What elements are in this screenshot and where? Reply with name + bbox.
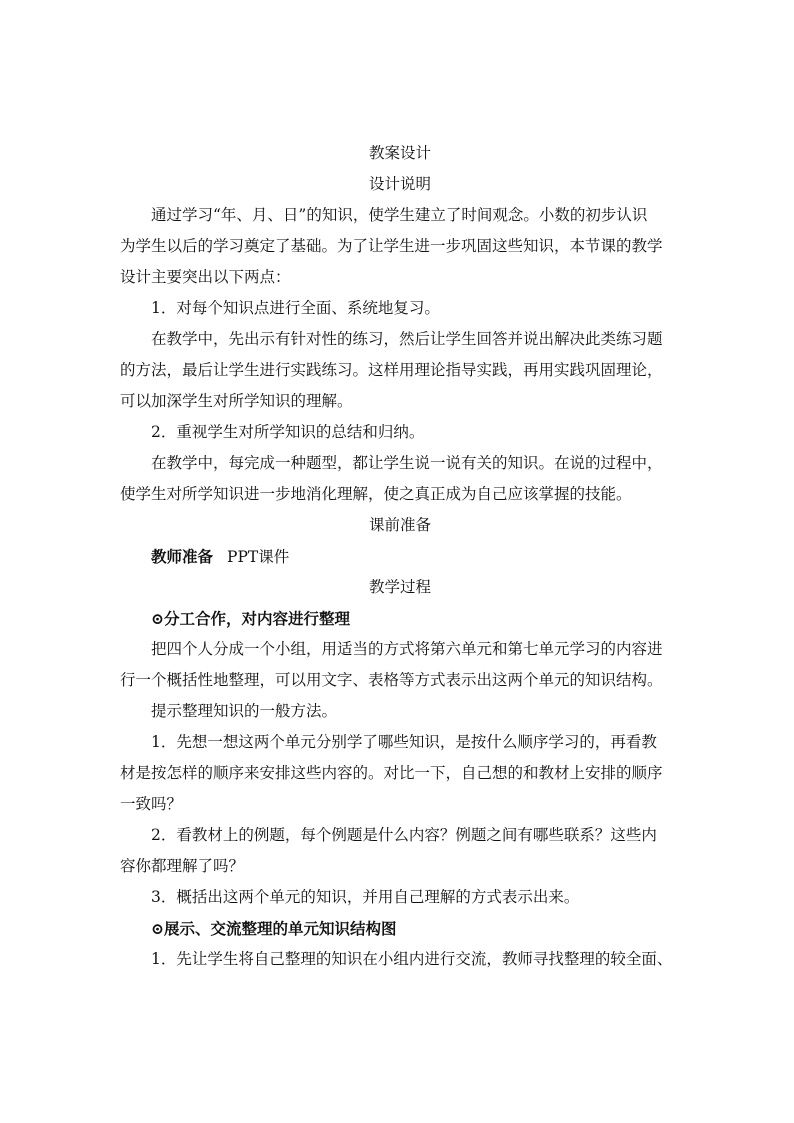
step-one-heading: ⊙分工合作，对内容进行整理 [151,609,350,628]
step-two-heading: ⊙展示、交流整理的单元知识结构图 [151,919,397,938]
paragraph-line: 把四个人分成一个小组，用适当的方式将第六单元和第七单元学习的内容进 [151,640,663,658]
method-one-line: 材是按怎样的顺序来安排这些内容的。对比一下，自己想的和教材上安排的顺序 [120,764,663,782]
hint-line: 提示整理知识的一般方法。 [151,702,338,720]
method-two-line: 容你都理解了吗？ [120,857,245,875]
section-heading-prep: 课前准备 [368,516,431,534]
paragraph-line: 通过学习“年、月、日”的知识，使学生建立了时间观念。小数的初步认识 [151,206,648,224]
paragraph-line: 的方法，最后让学生进行实践练习。这样用理论指导实践，再用实践巩固理论， [120,361,663,379]
method-two-line: 2．看教材上的例题，每个例题是什么内容？例题之间有哪些联系？这些内 [151,826,657,844]
section-heading-design: 设计说明 [368,175,431,193]
point-two: 2．重视学生对所学知识的总结和归纳。 [151,423,425,441]
paragraph-line: 使学生对所学知识进一步地消化理解，使之真正成为自己应该掌握的技能。 [120,485,632,503]
method-one-line: 1．先想一想这两个单元分别学了哪些知识，是按什么顺序学习的，再看教 [151,733,657,751]
point-one: 1．对每个知识点进行全面、系统地复习。 [151,299,440,317]
paragraph-line: 行一个概括性地整理，可以用文字、表格等方式表示出这两个单元的知识结构。 [120,671,663,689]
method-three-line: 3．概括出这两个单元的知识，并用自己理解的方式表示出来。 [151,888,580,906]
paragraph-line: 为学生以后的学习奠定了基础。为了让学生进一步巩固这些知识，本节课的教学 [120,237,663,255]
prep-line [120,541,680,572]
paragraph-line: 在教学中，每完成一种题型，都让学生说一说有关的知识。在说的过程中， [151,454,663,472]
document-title: 教案设计 [368,144,431,162]
section-heading-process: 教学过程 [368,578,431,596]
prep-label: 教师准备 [151,547,214,566]
method-one-line: 一致吗？ [120,795,183,813]
prep-value: PPT课件 [227,548,290,566]
paragraph-line: 设计主要突出以下两点： [120,268,291,286]
document-body [120,138,680,975]
step-two-line: 1．先让学生将自己整理的知识在小组内进行交流，教师寻找整理的较全面、 [151,950,673,968]
paragraph-line: 在教学中，先出示有针对性的练习，然后让学生回答并说出解决此类练习题 [151,330,663,348]
paragraph-line: 可以加深学生对所学知识的理解。 [120,392,353,410]
